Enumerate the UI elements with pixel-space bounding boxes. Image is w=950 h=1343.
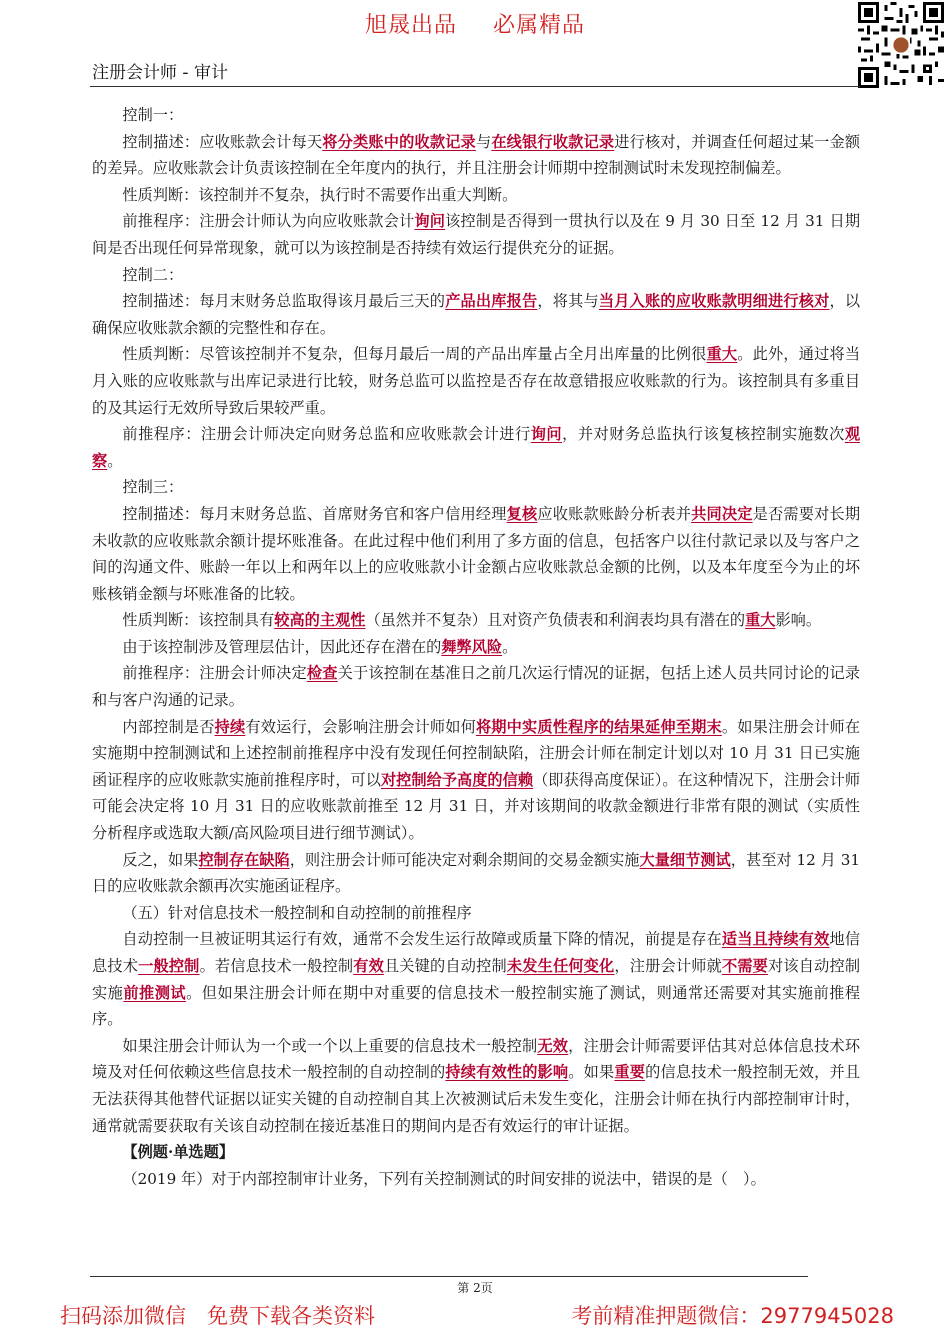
highlight: 检查 bbox=[306, 664, 338, 683]
text-run: 。若信息技术一般控制 bbox=[199, 957, 354, 975]
paragraph: 控制二： bbox=[122, 265, 184, 284]
highlight: 将分类账中的收款记录 bbox=[322, 132, 476, 151]
highlight: 适当且持续有效 bbox=[721, 930, 830, 949]
text-run: 自动控制一旦被证明其运行有效，通常不会发生运行故障或质量下降的情况，前提是存在 bbox=[122, 930, 722, 949]
highlight: 共同决定 bbox=[691, 504, 753, 523]
text-run: ，并对财务总监执行该复核控制实施数次 bbox=[562, 425, 845, 444]
highlight: 大量细节测试 bbox=[639, 850, 731, 869]
highlight: 前推测试 bbox=[123, 983, 187, 1002]
footer-promo-left: 扫码添加微信 免费下载各类资料 bbox=[60, 1304, 375, 1328]
footer-divider bbox=[90, 1276, 808, 1277]
paragraph bbox=[92, 607, 860, 634]
top-banner bbox=[0, 8, 950, 39]
page-number: 第 2页 bbox=[457, 1281, 493, 1295]
text-run: 由于该控制涉及管理层估计，因此还存在潜在的 bbox=[122, 637, 442, 656]
paragraph bbox=[92, 208, 860, 261]
highlight: 询问 bbox=[414, 212, 446, 231]
paragraph bbox=[92, 714, 860, 847]
highlight: 复核 bbox=[506, 504, 538, 523]
highlight: 一般控制 bbox=[138, 957, 200, 975]
footer-promo-right: 考前精准押题微信：2977945028 bbox=[571, 1304, 894, 1328]
highlight: 对控制给予高度的信赖 bbox=[380, 770, 534, 789]
banner-right: 必属精品 bbox=[493, 13, 586, 38]
text-run: ，甚至对 12 月 31 日的应收账款余额再次实施函证程序。 bbox=[92, 850, 861, 896]
paragraph bbox=[92, 926, 860, 1032]
question-text: （2019 年）对于内部控制审计业务，下列有关控制测试的时间安排的说法中，错误的是（ ）。 bbox=[122, 1169, 766, 1188]
paragraph bbox=[92, 501, 860, 607]
text-run: 前推程序：注册会计师决定 bbox=[122, 664, 307, 683]
text-run: 。如果 bbox=[568, 1063, 615, 1082]
paragraph: 控制三： bbox=[122, 478, 184, 497]
text-run: 地信息技术 bbox=[92, 930, 861, 975]
highlight: 无效 bbox=[537, 1036, 569, 1055]
text-run: 对该自动控制实施 bbox=[92, 957, 861, 1002]
text-run: 前推程序：注册会计师决定向财务总监和应收账款会计进行 bbox=[122, 425, 531, 444]
section-heading: （五）针对信息技术一般控制和自动控制的前推程序 bbox=[122, 903, 472, 922]
text-run: 如果注册会计师认为一个或一个以上重要的信息技术一般控制 bbox=[122, 1036, 538, 1055]
paragraph bbox=[92, 1033, 860, 1139]
paragraph bbox=[92, 847, 860, 900]
highlight: 较高的主观性 bbox=[274, 611, 366, 630]
text-run: 反之，如果 bbox=[122, 850, 199, 869]
text-run: 性质判断：尽管该控制并不复杂，但每月最后一周的产品出库量占全月出库量的比例很 bbox=[122, 345, 707, 364]
highlight: 重大 bbox=[745, 611, 776, 630]
highlight: 询问 bbox=[530, 425, 563, 444]
paragraph: 控制一： bbox=[122, 106, 184, 124]
text-run: （虽然并不复杂）且对资产负债表和利润表均具有潜在的 bbox=[365, 611, 746, 630]
text-run: 的信息技术一般控制无效，并且无法获得其他替代证据以证实关键的自动控制自其上次被测试后未发生变化，注册会计师在执行内部控制审计时，通常就需要获取有关该自动控制在接近基准日的期间内是否有效运行的审计证据。 bbox=[92, 1063, 861, 1135]
paragraph bbox=[92, 129, 860, 182]
text-run: （即获得高度保证）。在这种情况下，注册会计师可能会决定将 10 月 31 日的应收账款前推至 12 月 31 日，并对该期间的收款金额进行非常有限的测试（实质性分析程序或选取大额/高风险项目进行细节测试）。 bbox=[92, 770, 861, 843]
text-run: 与 bbox=[475, 132, 492, 151]
text-run: ，则注册会计师可能决定对剩余期间的交易金额实施 bbox=[289, 850, 640, 869]
highlight: 当月入账的应收账款明细进行核对 bbox=[598, 292, 830, 311]
text-run: 控制描述：应收账款会计每天 bbox=[122, 132, 323, 151]
text-run: 控制描述：每月末财务总监取得该月最后三天的 bbox=[122, 292, 446, 311]
highlight: 在线银行收款记录 bbox=[491, 132, 615, 151]
text-run: 影响。 bbox=[775, 611, 822, 630]
text-run: 应收账款账龄分析表并 bbox=[537, 504, 692, 523]
highlight: 有效 bbox=[353, 957, 384, 975]
text-run: 性质判断：该控制具有 bbox=[122, 611, 275, 630]
text-run: ，注册会计师就 bbox=[614, 957, 722, 975]
text-run: ，将其与 bbox=[537, 292, 599, 311]
banner-left: 旭晟出品 bbox=[364, 13, 457, 38]
highlight: 观察 bbox=[92, 425, 861, 470]
text-run: 是否需要对长期未收款的应收账款余额计提坏账准备。在此过程中他们利用了多方面的信息，包括客户以往付款记录以及与客户之间的沟通文件、账龄一年以上和两年以上的应收账款小计金额占应收账款总金额的比例，以及本年度至今为止的坏账核销金额与坏账准备的比较。 bbox=[92, 504, 861, 603]
text-run: 。 bbox=[107, 451, 123, 470]
text-run: 进行核对，并调查任何超过某一金额的差异。应收账款会计负责该控制在全年度内的执行，并且注册会计师期中控制测试时未发现控制偏差。 bbox=[92, 132, 861, 178]
header-title: 注册会计师 - 审计 bbox=[92, 63, 228, 83]
paragraph bbox=[92, 634, 860, 661]
text-run: 且关键的自动控制 bbox=[383, 957, 507, 975]
paragraph bbox=[92, 660, 860, 713]
paragraph bbox=[92, 421, 860, 474]
highlight: 舞弊风险 bbox=[441, 637, 503, 656]
example-heading: 【例题·单选题】 bbox=[122, 1143, 234, 1162]
text-run: 。此外，通过将当月入账的应收账款与出库记录进行比较，财务总监可以监控是否存在故意错报应收账款的行为。该控制具有多重目的及其运行无效所导致后果较严重。 bbox=[92, 345, 861, 417]
text-run: 内部控制是否 bbox=[122, 717, 215, 736]
paragraph: 性质判断：该控制并不复杂，执行时不需要作出重大判断。 bbox=[122, 185, 518, 204]
highlight: 未发生任何变化 bbox=[506, 957, 615, 975]
text-run: 该控制是否得到一贯执行以及在 9 月 30 日至 12 月 31 日期间是否出现任何异常现象，就可以为该控制是否持续有效运行提供充分的证据。 bbox=[92, 212, 861, 257]
text-run: 关于该控制在基准日之前几次运行情况的证据，包括上述人员共同讨论的记录和与客户沟通的记录。 bbox=[92, 664, 861, 710]
header-divider bbox=[90, 86, 860, 87]
highlight: 重要 bbox=[614, 1063, 646, 1082]
text-run: 。如果注册会计师在实施期中控制测试和上述控制前推程序中没有发现任何控制缺陷，注册会计师在制定计划以对 10 月 31 日已实施函证程序的应收账款实施前推程序时，可以 bbox=[92, 717, 861, 789]
highlight: 控制存在缺陷 bbox=[198, 850, 290, 869]
paragraph bbox=[92, 288, 860, 341]
highlight: 不需要 bbox=[721, 957, 769, 975]
text-run: 。但如果注册会计师在期中对重要的信息技术一般控制实施了测试，则通常还需要对其实施前推程序。 bbox=[92, 983, 861, 1029]
text-run: 。 bbox=[502, 637, 518, 656]
paragraph bbox=[92, 341, 860, 421]
qr-code-icon bbox=[858, 2, 944, 88]
text-run: 控制描述：每月末财务总监、首席财务官和客户信用经理 bbox=[122, 504, 507, 523]
text-run: ，注册会计师需要评估其对总体信息技术环境及对任何依赖这些信息技术一般控制的自动控制的 bbox=[92, 1036, 861, 1082]
text-run: 前推程序：注册会计师认为向应收账款会计 bbox=[122, 212, 415, 231]
highlight: 持续有效性的影响 bbox=[445, 1063, 569, 1082]
highlight: 将期中实质性程序的结果延伸至期末 bbox=[475, 717, 722, 736]
text-run: 有效运行，会影响注册会计师如何 bbox=[245, 717, 476, 736]
highlight: 产品出库报告 bbox=[445, 292, 538, 311]
text-run: ，以确保应收账款余额的完整性和存在。 bbox=[92, 292, 861, 337]
highlight: 重大 bbox=[706, 345, 738, 364]
document-body bbox=[92, 102, 860, 1192]
highlight: 持续 bbox=[214, 717, 246, 736]
